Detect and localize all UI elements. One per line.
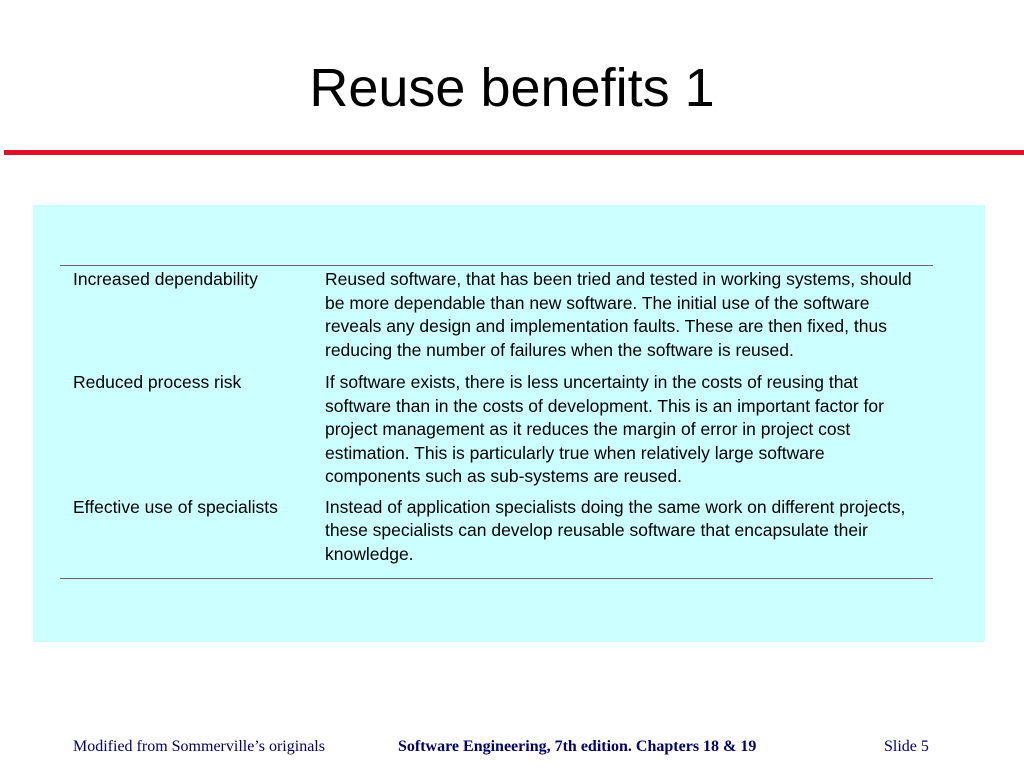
benefit-term: Increased dependability <box>73 269 258 289</box>
table-row <box>60 371 933 496</box>
benefit-term: Reduced process risk <box>73 372 242 392</box>
footer-slide-number: Slide 5 <box>884 738 929 755</box>
benefit-description: Instead of application specialists doing the same work on different projects, these specialists can develop reusable software that encapsulate their knowledge. <box>325 496 906 564</box>
footer-book-title: Software Engineering, 7th edition. Chapters 18 & 19 <box>398 738 757 755</box>
table-row <box>60 496 933 579</box>
benefit-description: Reused software, that has been tried and tested in working systems, should be more dependable than new software. The initial use of the software reveals any design and implementation faults. These are then fixed, thus reducing the number of failures when the software is reused. <box>325 269 912 360</box>
benefits-table <box>60 265 933 579</box>
slide-title: Reuse benefits 1 <box>309 58 715 118</box>
footer-attribution: Modified from Sommerville’s originals <box>73 738 325 755</box>
title-divider <box>4 150 1024 155</box>
benefit-description: If software exists, there is less uncertainty in the costs of reusing that software than in the costs of development. This is an important factor for project management as it reduces the margin of error in project cost estimation. This is particularly true when relatively large software components such as sub-systems are reused. <box>325 372 884 486</box>
benefit-term: Effective use of specialists <box>73 496 278 517</box>
table-row <box>60 266 933 372</box>
